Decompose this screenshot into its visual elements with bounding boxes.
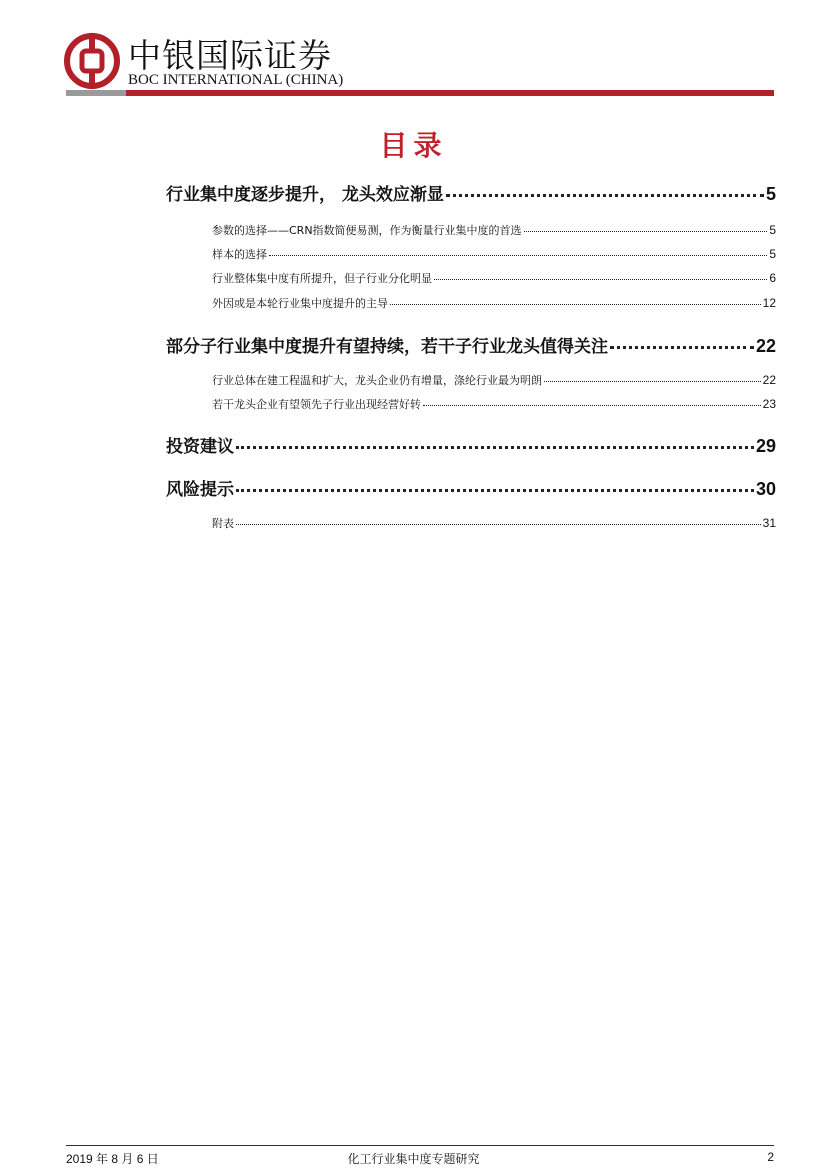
toc-entry-label: 若干龙头企业有望领先子行业出现经营好转 [212, 398, 421, 411]
toc-dot-leader [524, 231, 768, 232]
toc-dot-leader [446, 194, 764, 197]
header-rule-red [126, 90, 774, 96]
page-header [0, 0, 827, 100]
toc-section-entry[interactable] [166, 432, 776, 457]
toc-entry-label: 外因或是本轮行业集中度提升的主导 [212, 297, 388, 310]
toc-entry-page: 6 [769, 271, 776, 285]
toc-entry-page: 29 [755, 436, 776, 456]
toc-entry-page: 22 [755, 336, 776, 356]
toc-entry-page: 5 [765, 184, 776, 204]
toc-subsection-entry[interactable] [212, 372, 776, 388]
toc-subsection-entry[interactable] [212, 295, 776, 311]
toc-entry-page: 23 [762, 397, 776, 411]
toc-dot-leader [269, 255, 767, 256]
header-rule-gray [66, 90, 126, 96]
toc-dot-leader [610, 346, 754, 349]
toc-entry-label: 行业总体在建工程温和扩大，龙头企业仍有增量，涤纶行业最为明朗 [212, 374, 542, 387]
toc-entry-label: 样本的选择 [212, 248, 267, 261]
toc-entry-page: 12 [762, 296, 776, 310]
boc-coin-icon [64, 33, 120, 89]
toc-entry-label: 行业集中度逐步提升， 龙头效应渐显 [166, 185, 444, 205]
toc-entry-label: 参数的选择——CRN指数简便易测，作为衡量行业集中度的首选 [212, 224, 522, 237]
toc-entry-page: 30 [755, 479, 776, 499]
toc-entry-page: 5 [769, 247, 776, 261]
brand-name-en: BOC INTERNATIONAL (CHINA) [128, 72, 344, 88]
toc-dot-leader [236, 446, 754, 449]
toc-subsection-entry[interactable] [212, 515, 776, 531]
footer-report-title: 化工行业集中度专题研究 [347, 1152, 480, 1166]
toc-dot-leader [423, 405, 761, 406]
toc-dot-leader [236, 489, 754, 492]
brand-name-cn: 中银国际证券 [128, 36, 332, 75]
toc-entry-label: 投资建议 [166, 437, 234, 457]
footer-date: 2019 年 8 月 6 日 [66, 1152, 159, 1166]
toc-section-entry[interactable] [166, 332, 776, 357]
toc-subsection-entry[interactable] [212, 270, 776, 286]
toc-entry-page: 31 [762, 516, 776, 530]
toc-entry-page: 5 [769, 223, 776, 237]
toc-dot-leader [236, 524, 761, 525]
toc-dot-leader [390, 304, 761, 305]
toc-subsection-entry[interactable] [212, 222, 776, 238]
toc-section-entry[interactable] [166, 475, 776, 500]
toc-subsection-entry[interactable] [212, 246, 776, 262]
toc-entry-label: 附表 [212, 517, 234, 530]
footer-page-number: 2 [767, 1150, 774, 1164]
toc-subsection-entry[interactable] [212, 396, 776, 412]
toc-dot-leader [544, 381, 761, 382]
toc-title: 目录 [379, 129, 448, 162]
toc-section-entry[interactable] [166, 180, 776, 205]
toc-dot-leader [434, 279, 767, 280]
toc-entry-label: 部分子行业集中度提升有望持续，若干子行业龙头值得关注 [166, 337, 608, 357]
toc-entry-label: 风险提示 [166, 480, 234, 500]
toc-entry-page: 22 [762, 373, 776, 387]
toc-entry-label: 行业整体集中度有所提升，但子行业分化明显 [212, 272, 432, 285]
footer-rule [66, 1145, 774, 1146]
